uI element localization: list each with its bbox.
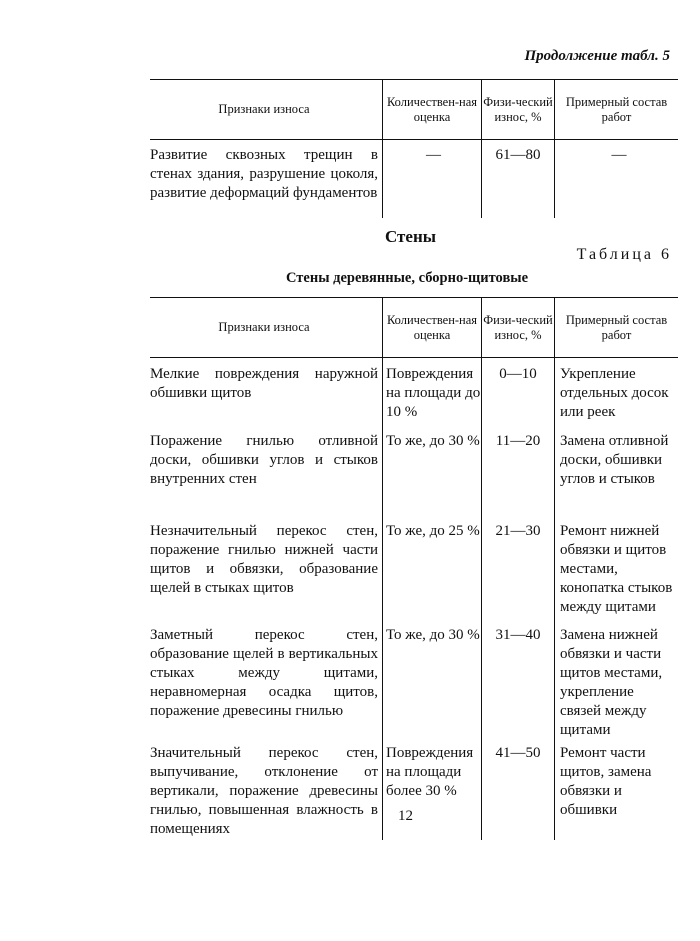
cell-wear: 31—40 [482,622,555,740]
header-works: Примерный состав работ [555,298,679,358]
cell-quantitative: То же, до 30 % [383,428,482,518]
cell-signs: Мелкие повреждения наружной обшивки щитов [150,358,383,428]
header-quantitative: Количествен-ная оценка [383,80,482,140]
cell-wear: 0—10 [482,358,555,428]
cell-wear: 41—50 [482,740,555,840]
cell-works: — [611,147,627,163]
table-header [150,80,678,140]
table-6 [150,297,678,840]
continuation-label: Продолжение табл. 5 [524,48,670,64]
cell-signs: Заметный перекос стен, образование щелей в вертикальных стыках между щитами, неравномерная осадка щитов, поражение древесины гнилью [150,622,383,740]
cell-works: Укрепление отдельных досок или реек [560,366,669,420]
cell-quantitative: Повреждения на площади более 30 % [383,740,482,840]
cell-wear: 21—30 [482,518,555,622]
cell-quantitative: То же, до 30 % [383,622,482,740]
table-header [150,298,678,358]
cell-works: Ремонт нижней обвязки и щитов местами, конопатка стыков между щитами [560,522,673,615]
cell-works: Замена нижней обвязки и части щитов местами, укрепление связей между щитами [560,626,663,738]
cell-signs: Развитие сквозных трещин в стенах здания, разрушение цоколя, развитие деформаций фундаментов [150,140,383,218]
table-row [150,428,678,518]
page-number: 12 [398,808,413,824]
header-wear: Физи-ческий износ, % [482,80,555,140]
cell-signs: Поражение гнилью отливной доски, обшивки углов и стыков внутренних стен [150,428,383,518]
header-signs: Признаки износа [150,80,383,140]
cell-signs: Значительный перекос стен, выпучивание, отклонение от вертикали, поражение древесины гнилью, повышенная влажность в помещениях [150,740,383,840]
cell-signs: Незначительный перекос стен, поражение гнилью нижней части щитов и обвязки, образование щелей в стыках щитов [150,518,383,622]
cell-works: Замена отливной доски, обшивки углов и стыков [560,432,669,487]
cell-wear: 61—80 [482,140,555,218]
header-wear: Физи-ческий износ, % [482,298,555,358]
cell-quantitative: — [383,140,482,218]
cell-quantitative: То же, до 25 % [383,518,482,622]
header-signs: Признаки износа [150,298,383,358]
header-quantitative: Количествен-ная оценка [383,298,482,358]
section-title: Стены [385,227,437,246]
cell-quantitative: Повреждения на площади до 10 % [383,358,482,428]
table-row [150,740,678,840]
table-row [150,622,678,740]
table-5-continuation [150,79,678,218]
table-title: Стены деревянные, сборно-щитовые [286,270,529,286]
table-row [150,358,678,428]
header-works: Примерный состав работ [555,80,679,140]
table-row [150,518,678,622]
cell-wear: 11—20 [482,428,555,518]
table-label: Таблица 6 [576,246,672,263]
table-row [150,140,678,218]
cell-works: Ремонт части щитов, замена обвязки и обшивки [560,744,652,818]
